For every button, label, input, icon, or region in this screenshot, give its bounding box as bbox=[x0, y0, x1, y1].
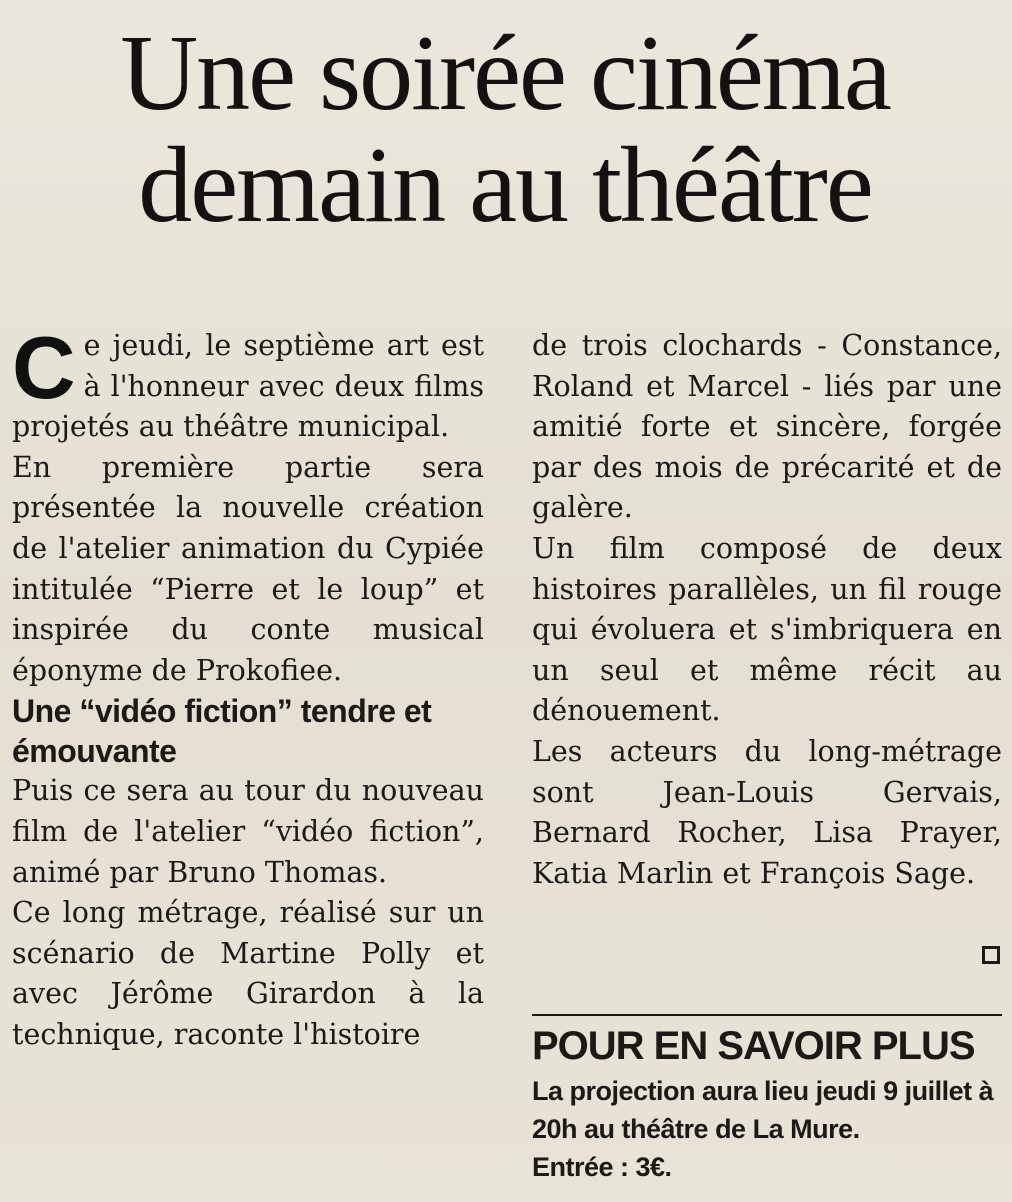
intro-paragraph bbox=[12, 318, 484, 448]
headline-line-2: demain au théâtre bbox=[138, 126, 872, 245]
cast-paragraph: Les acteurs du long-métrage sont Jean-Louis Gervais, Bernard Rocher, Lisa Prayer, Katia Marlin et François Sage. bbox=[532, 734, 1002, 890]
feature-paragraph: Ce long métrage, réalisé sur un scénario de Martine Polly et avec Jérôme Girardon à la technique, raconte l'histoire bbox=[12, 896, 484, 1051]
info-box-title: POUR EN SAVOIR PLUS bbox=[532, 1024, 975, 1068]
section-subhead: Une “vidéo fiction” tendre et émouvante bbox=[12, 693, 432, 770]
intro-text: e jeudi, le septième art est à l'honneur avec deux films projetés au théâtre municipal. bbox=[12, 329, 484, 444]
first-part-paragraph: En première partie sera présentée la nouvelle création de l'atelier animation du Cypiée intitulée “Pierre et le loup” et inspirée du conte musical éponyme de Prokofiee. bbox=[12, 450, 484, 687]
info-box bbox=[532, 1014, 1002, 1186]
structure-paragraph: Un film composé de deux histoires parallèles, un fil rouge qui évoluera et s'imbriquera en un seul et même récit au dénouement. bbox=[532, 531, 1002, 728]
drop-cap: C bbox=[12, 318, 76, 417]
second-film-paragraph: Puis ce sera au tour du nouveau film de l'atelier “vidéo fiction”, animé par Bruno Thomas. bbox=[12, 774, 484, 889]
end-of-article-square-icon bbox=[982, 946, 1000, 964]
article-column-left bbox=[12, 318, 484, 1056]
info-box-entry-price: Entrée : 3€. bbox=[532, 1152, 672, 1182]
article-headline bbox=[30, 14, 980, 245]
article-column-right bbox=[532, 326, 1002, 894]
headline-line-1: Une soirée cinéma bbox=[120, 14, 890, 133]
story-paragraph: de trois clochards - Constance, Roland et Marcel - liés par une amitié forte et sincère, forgée par des mois de précarité et de galère. bbox=[532, 329, 1002, 525]
info-box-screening-details: La projection aura lieu jeudi 9 juillet à 20h au théâtre de La Mure. bbox=[532, 1076, 994, 1144]
